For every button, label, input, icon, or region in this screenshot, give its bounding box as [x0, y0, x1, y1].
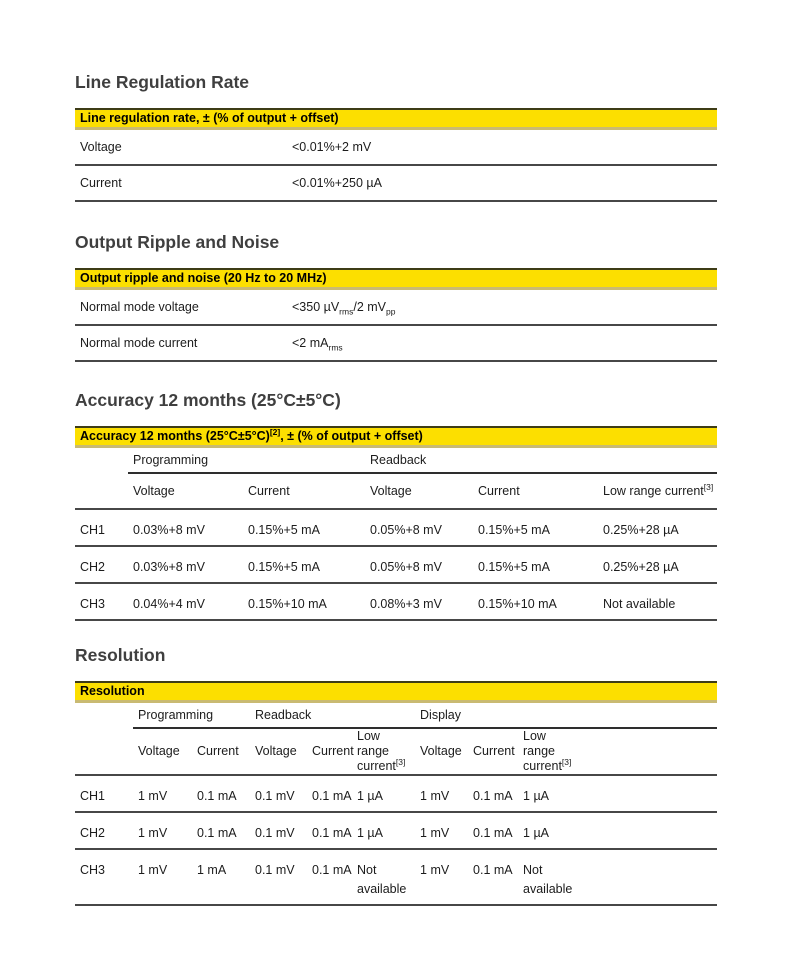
table-header-bar [75, 108, 717, 130]
column-group-row [75, 703, 717, 728]
row-label: CH3 [75, 849, 133, 905]
table-header-bar [75, 426, 717, 448]
row-value: <0.01%+250 µA [287, 165, 717, 201]
cell: 0.15%+10 mA [473, 583, 598, 620]
table-header-label: Resolution [80, 684, 145, 698]
column-header: Low range current[3] [352, 728, 415, 775]
table-row [75, 325, 717, 361]
column-header: Voltage [415, 728, 468, 775]
column-header: Voltage [250, 728, 307, 775]
section-resolution [75, 644, 717, 906]
cell: 0.05%+8 mV [365, 509, 473, 546]
cell: 0.1 mA [468, 812, 518, 849]
cell: 1 mV [415, 812, 468, 849]
column-header-row [75, 473, 717, 509]
cell: 1 µA [518, 812, 581, 849]
column-header: Current [468, 728, 518, 775]
spacer-cell [75, 448, 128, 473]
section-line-regulation-rate [75, 0, 717, 202]
cell: 0.1 mA [468, 849, 518, 905]
column-header: Low range current[3] [518, 728, 581, 775]
group-header-readback: Readback [250, 703, 415, 728]
row-label: CH2 [75, 546, 128, 583]
row-label: CH1 [75, 509, 128, 546]
cell: 1 µA [352, 775, 415, 812]
column-header: Voltage [133, 728, 192, 775]
section-accuracy [75, 389, 717, 621]
spacer-cell [581, 849, 717, 905]
table-row-ch2 [75, 546, 717, 583]
cell: 0.03%+8 mV [128, 546, 243, 583]
row-value: <350 µV$_{rms}$/2 $mV_{pp}$ [287, 290, 717, 325]
row-label: CH1 [75, 775, 133, 812]
spacer-cell [581, 775, 717, 812]
cell: 0.1 mA [192, 775, 250, 812]
cell: 0.08%+3 mV [365, 583, 473, 620]
cell: 1 µA [518, 775, 581, 812]
spacer-cell [75, 473, 128, 509]
column-header: Voltage [365, 473, 473, 509]
table-header-label: Line regulation rate, ± (% of output + offset) [80, 111, 339, 125]
cell: 0.15%+5 mA [473, 509, 598, 546]
cell: 1 mV [415, 849, 468, 905]
column-header-row [75, 728, 717, 775]
spacer-cell [581, 812, 717, 849]
row-label: Normal mode current [75, 325, 287, 361]
table-header-label: Output ripple and noise (20 Hz to 20 MHz) [80, 271, 327, 285]
cell: 0.1 mA [468, 775, 518, 812]
group-header-readback: Readback [365, 448, 717, 473]
table-row-ch1 [75, 509, 717, 546]
table-row [75, 290, 717, 325]
cell: 0.1 mA [307, 775, 352, 812]
cell: 1 mV [133, 849, 192, 905]
cell: Not available [352, 849, 415, 905]
cell: 1 mV [133, 812, 192, 849]
group-header-display: Display [415, 703, 717, 728]
row-label: CH2 [75, 812, 133, 849]
spec-table-ripple-noise [75, 290, 717, 362]
spec-table-line-regulation [75, 130, 717, 202]
group-header-programming: Programming [128, 448, 365, 473]
cell: 1 mV [415, 775, 468, 812]
table-row-ch3 [75, 849, 717, 905]
cell: 0.1 mV [250, 812, 307, 849]
cell: Not available [598, 583, 717, 620]
cell: 0.03%+8 mV [128, 509, 243, 546]
cell: 0.1 mA [192, 812, 250, 849]
spacer-cell [75, 728, 133, 775]
cell: 0.25%+28 µA [598, 509, 717, 546]
table-header-bar [75, 681, 717, 703]
cell: 0.05%+8 mV [365, 546, 473, 583]
section-heading: Line Regulation Rate [75, 72, 250, 92]
row-label: Current [75, 165, 287, 201]
column-group-row [75, 448, 717, 473]
column-header: Voltage [128, 473, 243, 509]
row-value: <0.01%+2 mV [287, 130, 717, 165]
section-heading: Accuracy 12 months (25°C±5°C) [75, 390, 341, 410]
column-header: Current [307, 728, 352, 775]
table-header-label: Accuracy 12 months (25°C±5°C)[2], ± (% of output + offset) [80, 426, 423, 443]
spec-table-accuracy [75, 448, 717, 621]
table-row [75, 165, 717, 201]
spacer-cell [75, 703, 133, 728]
column-header: Low range current[3] [598, 473, 717, 509]
cell: 0.1 mA [307, 849, 352, 905]
row-label: CH3 [75, 583, 128, 620]
column-header: Current [192, 728, 250, 775]
table-header-bar [75, 268, 717, 290]
table-row-ch1 [75, 775, 717, 812]
cell: 1 mV [133, 775, 192, 812]
cell: 1 µA [352, 812, 415, 849]
table-row-ch2 [75, 812, 717, 849]
row-label: Normal mode voltage [75, 290, 287, 325]
row-value: <2 $mA_{rms}$ [287, 325, 717, 361]
row-label: Voltage [75, 130, 287, 165]
section-heading: Output Ripple and Noise [75, 232, 280, 252]
cell: 0.15%+5 mA [473, 546, 598, 583]
cell: 0.1 mV [250, 775, 307, 812]
cell: 1 mA [192, 849, 250, 905]
table-row [75, 130, 717, 165]
cell: 0.25%+28 µA [598, 546, 717, 583]
column-header: Current [473, 473, 598, 509]
section-heading: Resolution [75, 645, 166, 665]
section-output-ripple-noise [75, 231, 717, 362]
cell: 0.15%+5 mA [243, 546, 365, 583]
spec-table-resolution [75, 703, 717, 906]
group-header-programming: Programming [133, 703, 250, 728]
cell: 0.1 mA [307, 812, 352, 849]
cell: 0.15%+5 mA [243, 509, 365, 546]
cell: Not available [518, 849, 581, 905]
cell: 0.04%+4 mV [128, 583, 243, 620]
cell: 0.15%+10 mA [243, 583, 365, 620]
cell: 0.1 mV [250, 849, 307, 905]
table-row-ch3 [75, 583, 717, 620]
spacer-cell [581, 728, 717, 775]
column-header: Current [243, 473, 365, 509]
